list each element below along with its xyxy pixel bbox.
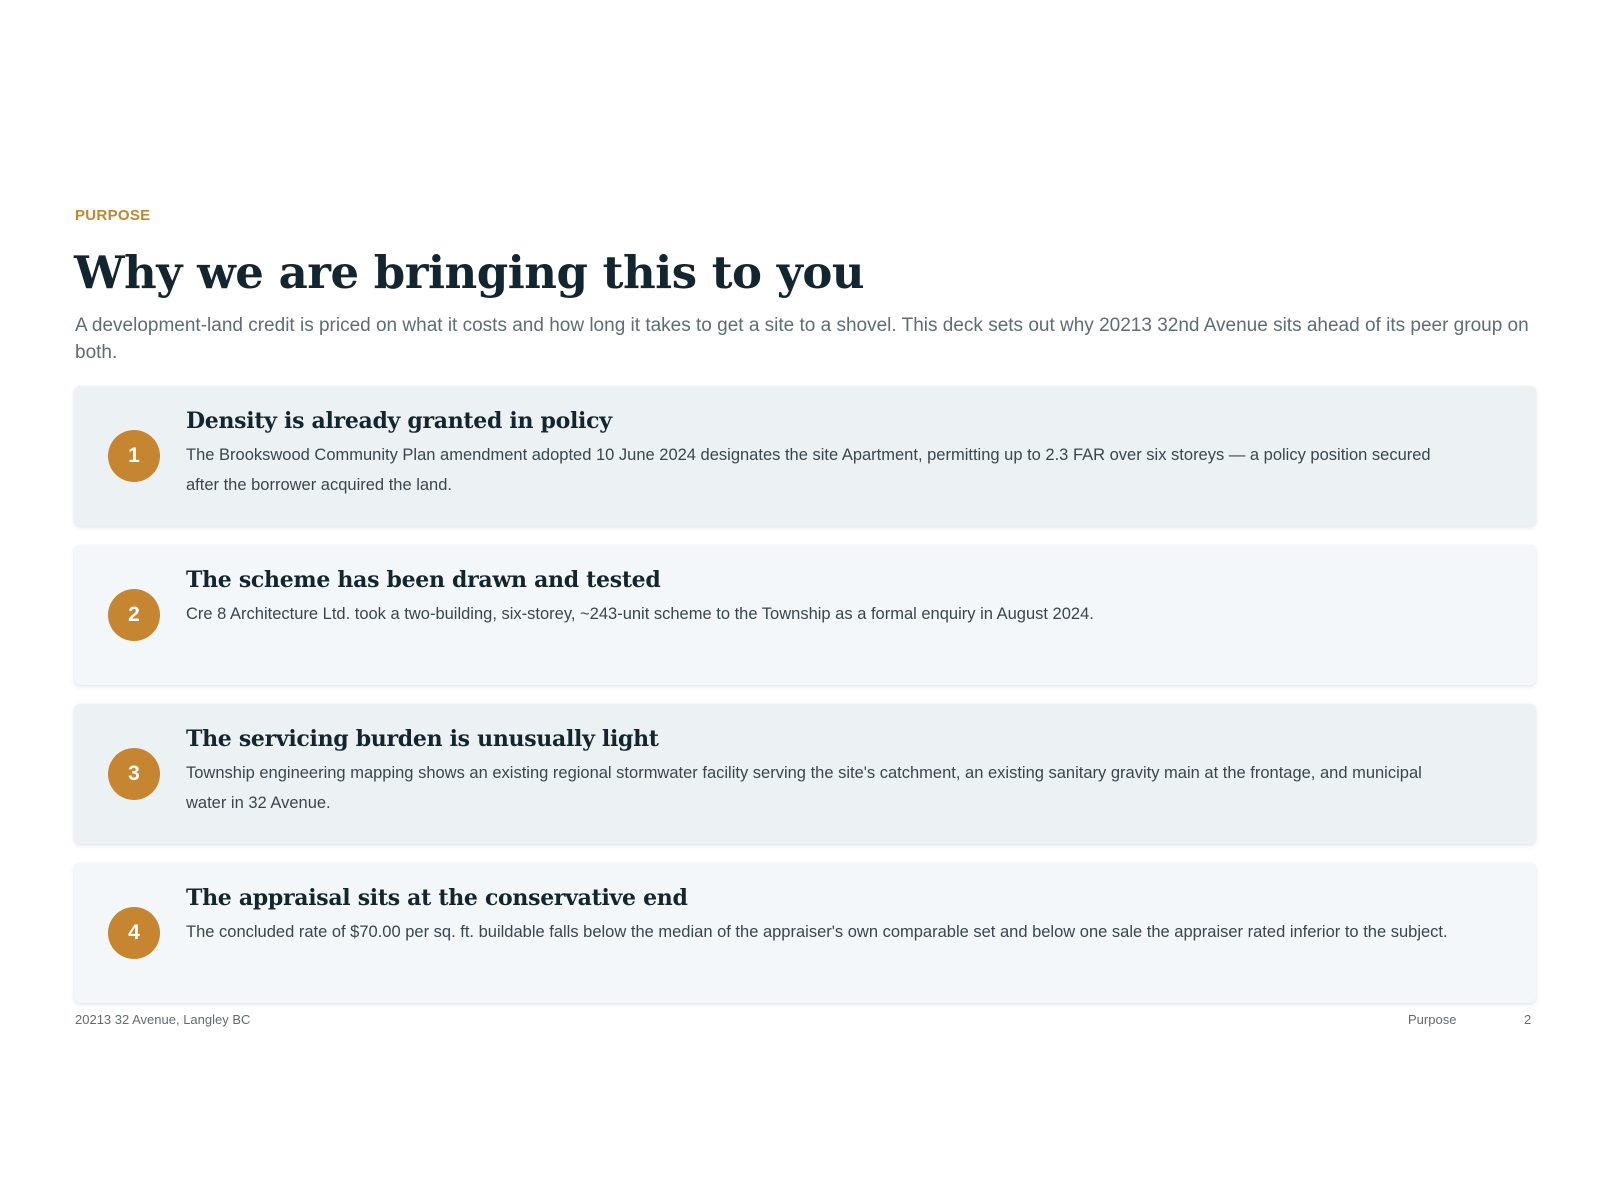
- reason-card-title: Density is already granted in policy: [186, 408, 612, 434]
- footer-address: 20213 32 Avenue, Langley BC: [75, 1012, 251, 1027]
- reason-card-text: The Brookswood Community Plan amendment adopted 10 June 2024 designates the site Apartment, permitting up to 2.3 FAR over six storeys — a policy position secured after the borrower acquired the land.: [186, 446, 1431, 494]
- reason-card-text: Cre 8 Architecture Ltd. took a two-building, six-storey, ~243-unit scheme to the Township as a formal enquiry in August 2024.: [186, 605, 1094, 623]
- reason-card-title: The appraisal sits at the conservative end: [186, 885, 688, 911]
- reason-card: [74, 863, 1536, 1003]
- number-badge: 3: [108, 748, 160, 800]
- reason-card-body: [186, 567, 1466, 629]
- section-eyebrow: PURPOSE: [75, 207, 151, 224]
- footer-section-name: Purpose: [1408, 1012, 1457, 1027]
- reason-card: [74, 704, 1536, 844]
- reason-card-title: The servicing burden is unusually light: [186, 726, 659, 752]
- reason-card: [74, 386, 1536, 526]
- reason-card-body: [186, 726, 1466, 818]
- page-title: Why we are bringing this to you: [74, 246, 865, 299]
- number-badge: 2: [108, 589, 160, 641]
- reason-card-text: Township engineering mapping shows an existing regional stormwater facility serving the site's catchment, an existing sanitary gravity main at the frontage, and municipal water in 32 Avenue.: [186, 764, 1422, 812]
- reason-card-text: The concluded rate of $70.00 per sq. ft. buildable falls below the median of the appraiser's own comparable set and below one sale the appraiser rated inferior to the subject.: [186, 923, 1448, 941]
- reason-card: [74, 545, 1536, 685]
- number-badge: 1: [108, 430, 160, 482]
- reason-card-body: [186, 885, 1466, 947]
- reason-card-list: [74, 386, 1536, 1022]
- page-number: 2: [1524, 1012, 1532, 1027]
- reason-card-body: [186, 408, 1466, 500]
- reason-card-title: The scheme has been drawn and tested: [186, 567, 661, 593]
- lead-paragraph: A development-land credit is priced on what it costs and how long it takes to get a site to a shovel. This deck sets out why 20213 32nd Avenue sits ahead of its peer group on both.: [75, 315, 1529, 363]
- number-badge: 4: [108, 907, 160, 959]
